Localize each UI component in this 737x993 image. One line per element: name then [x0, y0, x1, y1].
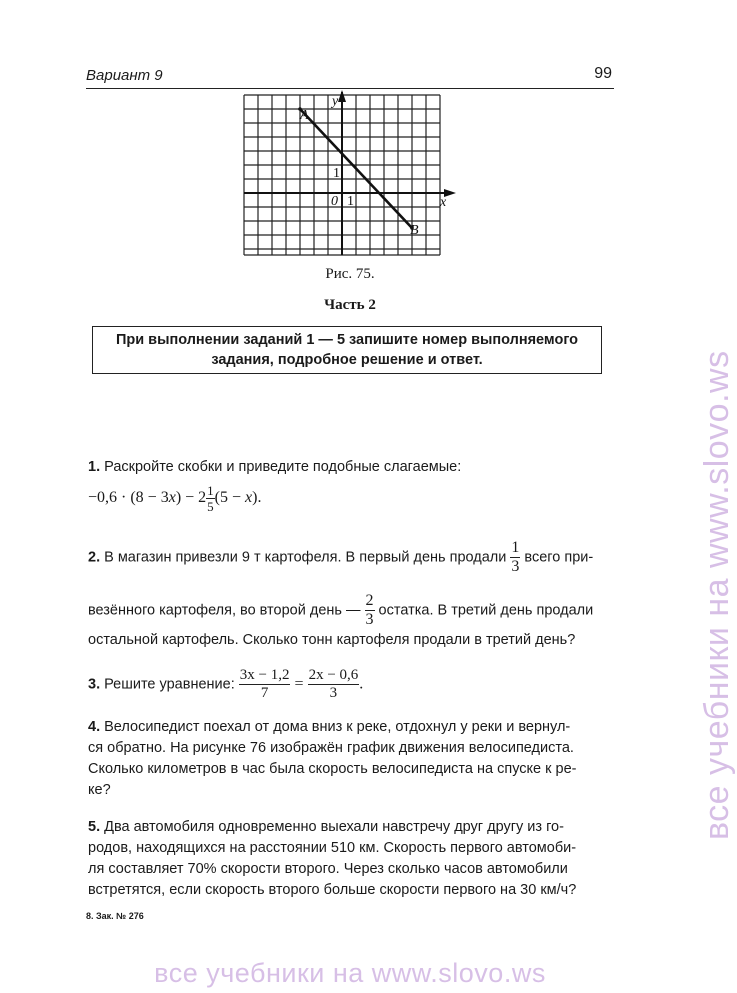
task-3-number: 3. — [88, 676, 101, 693]
task-1-statement — [88, 457, 616, 478]
task-4-text: Велосипедист поехал от дома вниз к реке, отдохнул у реки и вернул- — [104, 719, 571, 735]
axes — [244, 90, 456, 255]
task-2-number: 2. — [88, 549, 101, 566]
fraction-numerator: 2 — [365, 592, 374, 609]
coordinate-grid-figure — [230, 92, 470, 262]
task-2-fraction-2 — [365, 593, 375, 628]
vertical-watermark — [676, 140, 736, 860]
task-2-text: всего при- — [524, 549, 594, 566]
bottom-watermark: все учебники на www.slovo.ws — [154, 958, 546, 988]
running-header-variant: Вариант 9 — [86, 67, 163, 84]
task-3-equals: = — [294, 675, 304, 693]
task-3-text: Решите уравнение: — [104, 676, 235, 693]
figure-caption: Рис. 75. — [325, 266, 375, 282]
instruction-line-1: При выполнении заданий 1 — 5 запишите номер выполняемого — [115, 332, 579, 348]
task-5-line-4: встретятся, если скорость второго больше скорости первого на 30 км/ч? — [88, 882, 577, 898]
task-5 — [88, 817, 616, 901]
task-5-number: 5. — [88, 819, 101, 835]
task-2-line-3: остальной картофель. Сколько тонн картофеля продали в третий день? — [88, 632, 576, 648]
task-2-line-2 — [88, 593, 616, 628]
fraction-denominator: 3 — [365, 611, 374, 628]
fraction-numerator: 3x − 1,2 — [239, 667, 290, 683]
task-2-fraction-1 — [510, 540, 520, 575]
fraction-denominator: 3 — [329, 685, 338, 701]
point-b-label: B — [410, 223, 419, 238]
task-5-line-1 — [88, 817, 616, 838]
task-3-period: . — [359, 675, 364, 693]
task-1-expression — [88, 484, 616, 513]
task-5-line-2: родов, находящихся на расстоянии 510 км. Скорость первого автомоби- — [88, 840, 577, 856]
task-1-expr-part: ). — [252, 489, 262, 507]
fraction-numerator: 2x − 0,6 — [308, 667, 359, 683]
task-3 — [88, 668, 616, 701]
instruction-line-2: задания, подробное решение и ответ. — [211, 352, 483, 368]
unit-x-label: 1 — [347, 194, 354, 209]
task-4-line-4: ке? — [88, 782, 111, 798]
task-1-variable: x — [168, 489, 176, 507]
origin-label: 0 — [331, 194, 338, 209]
fraction-numerator: 1 — [207, 483, 214, 498]
task-2-text: В магазин привезли 9 т картофеля. В первый день продали — [104, 549, 507, 566]
vertical-watermark-text: все учебники на www.slovo.ws — [698, 350, 736, 840]
task-1-variable: x — [245, 489, 253, 507]
task-1 — [88, 457, 616, 513]
task-4-number: 4. — [88, 719, 101, 735]
fraction-denominator: 3 — [511, 558, 520, 575]
task-5-line-3: ля составляет 70% скорости второго. Через сколько часов автомобили — [88, 861, 568, 877]
task-4-line-3: Сколько километров в час была скорость велосипедиста на спуске к ре- — [88, 761, 577, 777]
instruction-box — [92, 326, 602, 374]
task-1-expr-part: −0,6 · (8 − 3 — [88, 489, 169, 507]
x-axis-label: x — [440, 195, 447, 210]
header-rule — [86, 88, 614, 89]
task-4 — [88, 717, 616, 801]
task-1-fraction — [206, 484, 215, 513]
task-2-text: остатка. В третий день продали — [378, 602, 594, 619]
fraction-denominator: 7 — [260, 685, 269, 701]
task-1-number: 1. — [88, 459, 101, 475]
task-3-lhs-fraction — [239, 668, 291, 701]
task-2-text: везённого картофеля, во второй день — — [88, 602, 361, 619]
task-5-text: Два автомобиля одновременно выехали навстречу друг другу из го- — [104, 819, 564, 835]
task-3-rhs-fraction — [308, 668, 360, 701]
page-number: 99 — [594, 65, 612, 82]
point-a-label: A — [300, 108, 309, 123]
y-axis-arrow-icon — [338, 90, 346, 102]
task-1-expr-part: ) − 2 — [175, 489, 207, 507]
unit-y-label: 1 — [333, 166, 340, 181]
print-footer: 8. Зак. № 276 — [86, 911, 144, 921]
task-2-line-1 — [88, 540, 616, 575]
task-1-text: Раскройте скобки и приведите подобные слагаемые: — [104, 459, 462, 475]
task-4-line-2: ся обратно. На рисунке 76 изображён график движения велосипедиста. — [88, 740, 574, 756]
fraction-numerator: 1 — [511, 539, 520, 556]
task-4-line-1 — [88, 717, 616, 738]
task-2 — [88, 540, 616, 651]
part-title: Часть 2 — [324, 297, 376, 313]
y-axis-label: y — [332, 94, 339, 109]
task-1-expr-part: (5 − — [214, 489, 246, 507]
fraction-denominator: 5 — [207, 499, 214, 514]
